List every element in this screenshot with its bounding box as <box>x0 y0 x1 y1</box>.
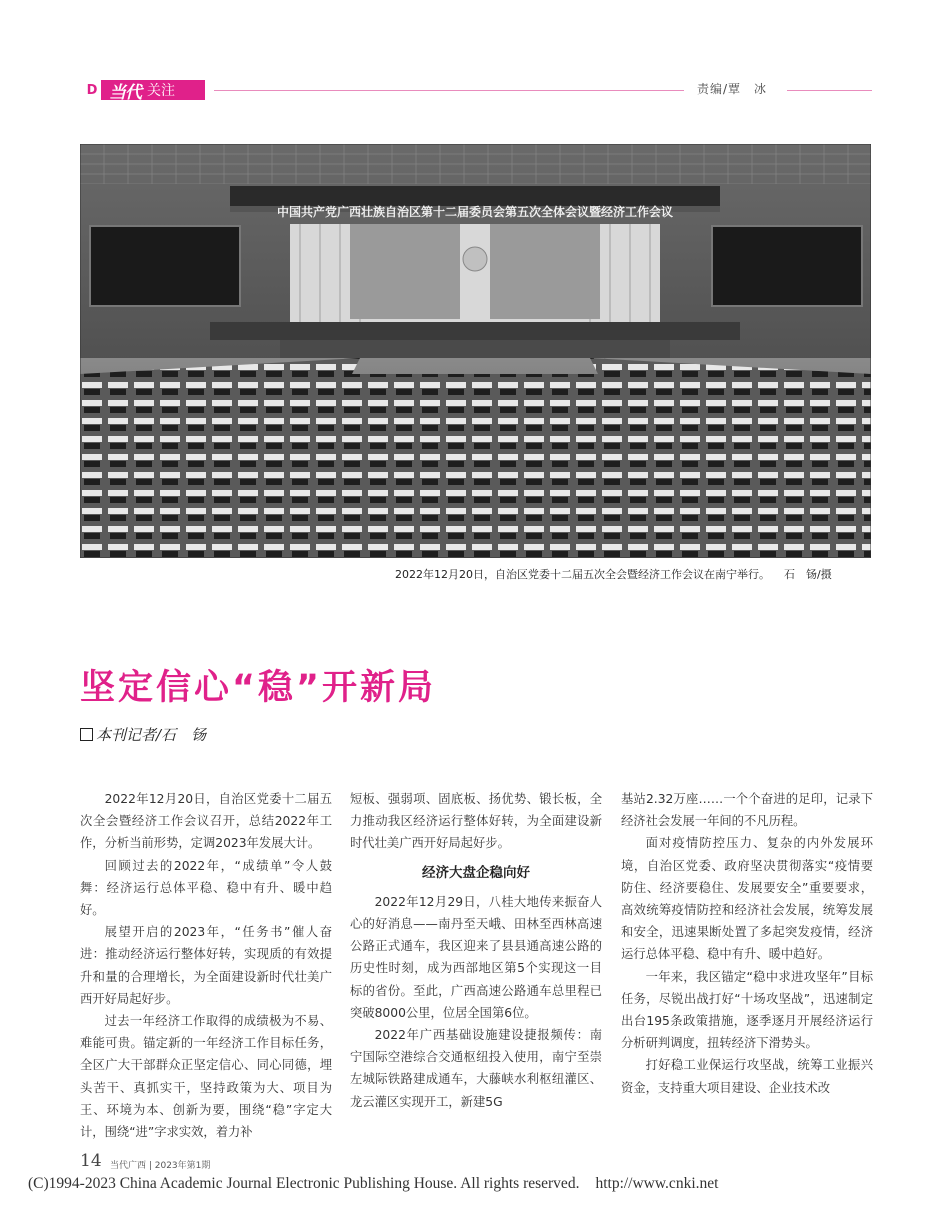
photo-credit: 石 钖/摄 <box>784 568 832 581</box>
editor-credit: 责编/覃 冰 <box>697 82 768 96</box>
article-title: 坚定信心“稳”开新局 <box>80 668 437 708</box>
paragraph: 一年来，我区锚定“稳中求进攻坚年”目标任务，尽锐出战打好“十场攻坚战”，迅速制定出台195条政策措施，逐季逐月开展经济运行分析研判调度，扭转经济下滑势头。 <box>621 969 873 1051</box>
photo-caption: 2022年12月20日，自治区党委十二届五次全会暨经济工作会议在南宁举行。 <box>395 568 770 581</box>
article-column-2 <box>350 788 602 1113</box>
copyright-text: (C)1994-2023 China Academic Journal Electronic Publishing House. All rights reserved. <box>28 1175 580 1192</box>
photo-caption-row <box>395 566 832 582</box>
paragraph: 2022年12月29日，八桂大地传来振奋人心的好消息——南丹至天峨、田林至西林高速公路正式通车，我区迎来了县县通高速公路的历史性时刻，成为西部地区第5个实现这一目标的省份。至此，广西高速公路通车总里程已突破8000公里，位居全国第6位。 <box>350 894 602 1020</box>
logo-mark: D <box>83 80 103 100</box>
header-rule-right <box>787 90 872 91</box>
paragraph: 过去一年经济工作取得的成绩极为不易、难能可贵。锚定新的一年经济工作目标任务，全区广大干部群众正坚定信心、同心同德，埋头苦干、真抓实干，坚持政策为大、项目为王、环境为本、创新为要，围绕“稳”字定大计，围绕“进”字求实效，着力补 <box>80 1014 332 1140</box>
page-number: 14 <box>80 1151 102 1171</box>
paragraph: 2022年12月20日，自治区党委十二届五次全会暨经济工作会议召开，总结2022年工作，分析当前形势，定调2023年发展大计。 <box>80 792 332 851</box>
conference-photo <box>80 144 871 558</box>
paragraph: 打好稳工业保运行攻坚战，统筹工业振兴资金，支持重大项目建设、企业技术改 <box>621 1058 873 1095</box>
paragraph: 展望开启的2023年，“任务书”催人奋进：推动经济运行整体好转，实现质的有效提升和量的合理增长，为全面建设新时代壮美广西开好局起好步。 <box>80 925 332 1006</box>
article-column-3 <box>621 788 873 1099</box>
paragraph: 2022年广西基础设施建设捷报频传：南宁国际空港综合交通枢纽投入使用，南宁至崇左城际铁路建成通车，大藤峡水利枢纽灌区、龙云灌区实现开工，新建5G <box>350 1028 602 1109</box>
paragraph: 基站2.32万座……一个个奋进的足印，记录下经济社会发展一年间的不凡历程。 <box>621 792 873 829</box>
cnki-link[interactable]: http://www.cnki.net <box>595 1175 719 1192</box>
magazine-logo <box>83 80 205 103</box>
paragraph: 回顾过去的2022年，“成绩单”令人鼓舞：经济运行总体平稳、稳中有升、暖中趋好。 <box>80 858 332 918</box>
magazine-issue: 当代广西 | 2023年第1期 <box>110 1161 211 1171</box>
article-column-1 <box>80 788 332 1143</box>
byline-text: 本刊记者/石 钖 <box>96 726 207 744</box>
byline-square-icon <box>80 728 93 741</box>
byline <box>80 724 206 745</box>
logo-script: 当代 <box>109 82 141 103</box>
section-label: 关注 <box>147 83 175 99</box>
section-heading: 经济大盘企稳向好 <box>422 864 530 881</box>
photo-banner: 中国共产党广西壮族自治区第十二届委员会第五次全体会议暨经济工作会议 <box>276 205 674 219</box>
paragraph: 面对疫情防控压力、复杂的内外发展环境，自治区党委、政府坚决贯彻落实“疫情要防住、经济要稳住、发展要安全”重要要求，高效统筹疫情防控和经济社会发展，统筹发展和安全，迅速果断处置了多起突发疫情，经济运行总体平稳、稳中有升、暖中趋好。 <box>621 836 873 962</box>
header-rule-left <box>214 90 684 91</box>
paragraph: 短板、强弱项、固底板、扬优势、锻长板，全力推动我区经济运行整体好转，为全面建设新时代壮美广西开好局起好步。 <box>350 792 602 851</box>
copyright-line <box>28 1175 718 1193</box>
